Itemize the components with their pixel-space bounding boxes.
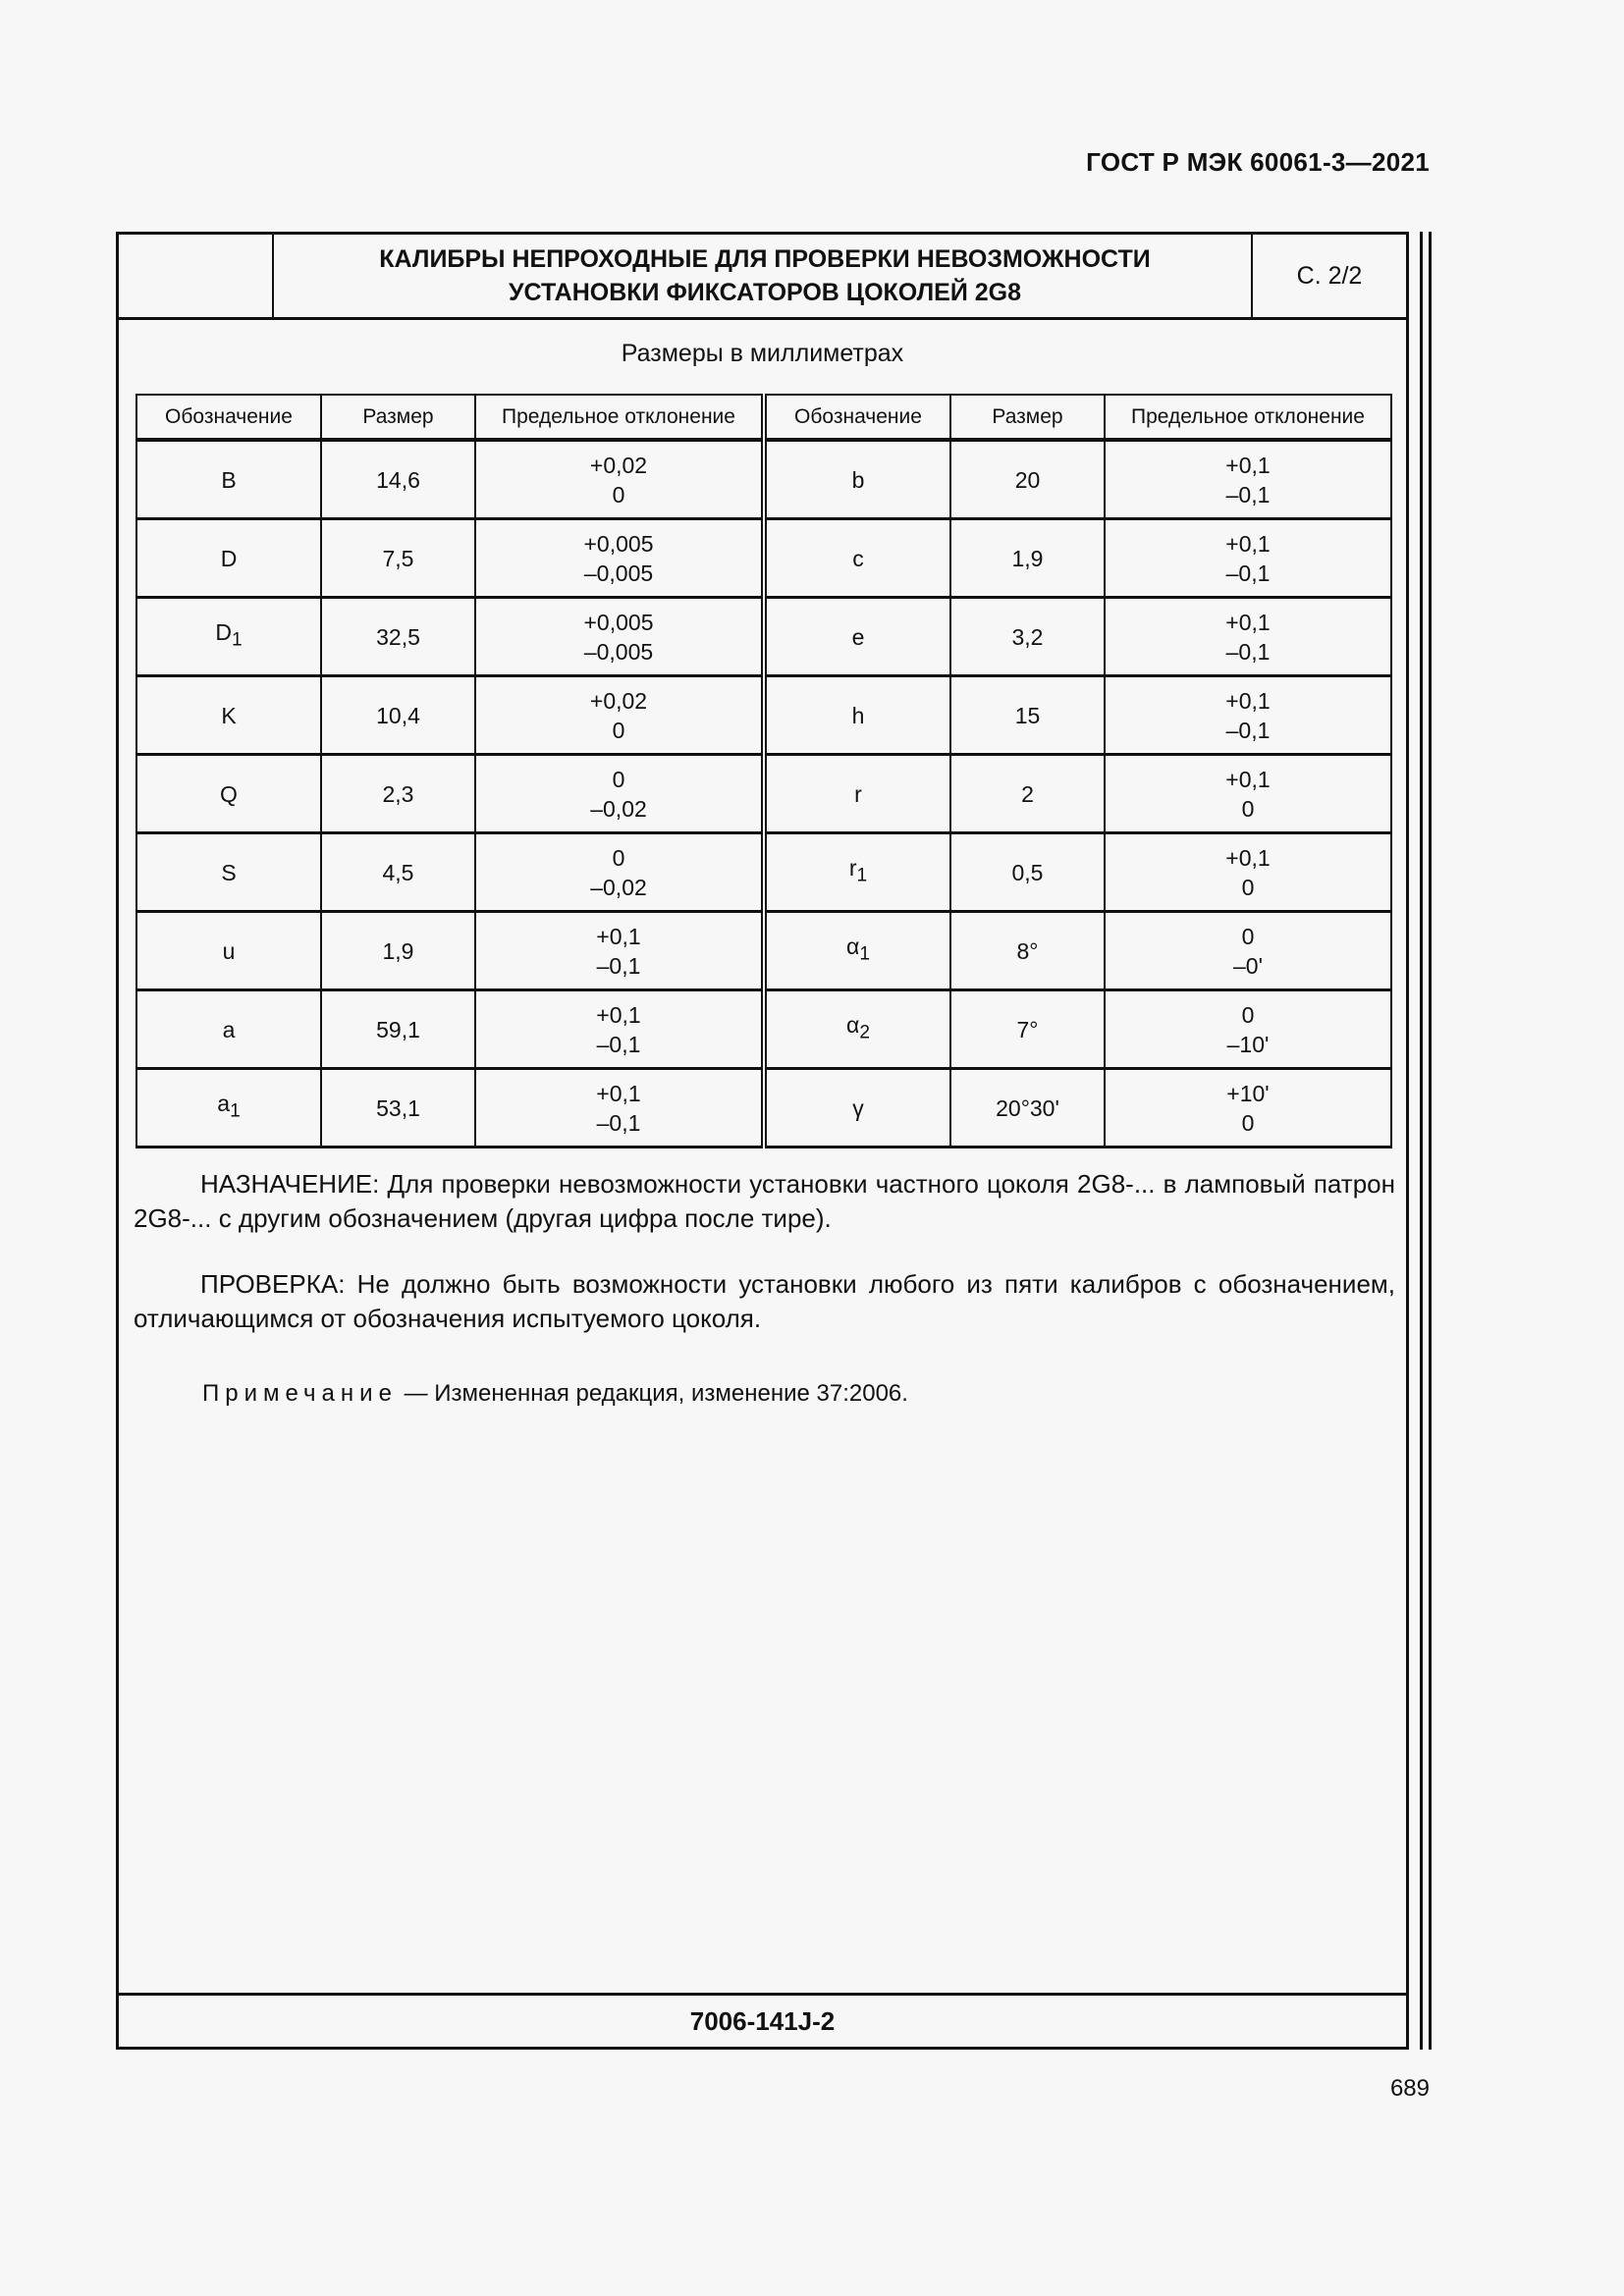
designation-subscript: 2 xyxy=(859,1022,870,1043)
size-cell: 20 xyxy=(950,440,1105,519)
designation-symbol: e xyxy=(851,623,865,650)
header-size: Размер xyxy=(950,395,1105,440)
designation-symbol: K xyxy=(221,702,237,728)
tolerance-lower: –0,1 xyxy=(596,952,641,979)
designation-cell xyxy=(764,990,950,1069)
designation-symbol: Q xyxy=(220,780,238,807)
purpose-paragraph: НАЗНАЧЕНИЕ: Для проверки невозможности установки частного цоколя 2G8-... в ламповый патрон 2G8-... с другим обозначением (другая цифра после тире). xyxy=(134,1169,1395,1233)
designation-cell xyxy=(764,755,950,833)
header-blank-cell xyxy=(119,235,274,317)
tolerance-cell xyxy=(475,755,764,833)
tolerance-upper: +0,005 xyxy=(583,609,654,635)
size-cell: 10,4 xyxy=(321,676,475,755)
note-text: — Измененная редакция, изменение 37:2006. xyxy=(397,1380,908,1407)
table-row xyxy=(136,519,1391,598)
tolerance-cell xyxy=(1105,1069,1391,1148)
tolerance-cell xyxy=(475,990,764,1069)
table-row xyxy=(136,440,1391,519)
tolerance-lower: 0 xyxy=(612,717,625,743)
tolerance-upper: 0 xyxy=(612,766,625,792)
designation-subscript: 1 xyxy=(231,629,243,651)
size-cell: 32,5 xyxy=(321,598,475,676)
tolerance-lower: –0,1 xyxy=(596,1031,641,1057)
tolerance-lower: 0 xyxy=(612,481,625,507)
size-cell: 7,5 xyxy=(321,519,475,598)
size-cell: 14,6 xyxy=(321,440,475,519)
designation-symbol: D xyxy=(220,545,238,571)
tolerance-upper: +0,1 xyxy=(1225,844,1271,871)
tolerance-cell xyxy=(1105,519,1391,598)
designation-cell xyxy=(764,676,950,755)
designation-symbol: D xyxy=(215,619,232,646)
tolerance-upper: +0,1 xyxy=(1225,609,1271,635)
tolerance-lower: –0,1 xyxy=(1225,638,1271,665)
size-cell: 20°30' xyxy=(950,1069,1105,1148)
standard-code: ГОСТ Р МЭК 60061-3—2021 xyxy=(1086,147,1430,177)
designation-symbol: B xyxy=(221,466,237,493)
tolerance-lower: 0 xyxy=(1241,795,1255,822)
tolerance-cell xyxy=(475,833,764,912)
note-label: Примечание xyxy=(202,1380,398,1407)
size-cell: 4,5 xyxy=(321,833,475,912)
tolerance-cell xyxy=(475,1069,764,1148)
designation-symbol: S xyxy=(221,859,237,885)
tolerance-cell xyxy=(1105,755,1391,833)
header-tolerance: Предельное отклонение xyxy=(475,395,764,440)
tolerance-cell xyxy=(1105,676,1391,755)
designation-cell xyxy=(136,990,321,1069)
size-cell: 15 xyxy=(950,676,1105,755)
designation-cell xyxy=(136,676,321,755)
tolerance-upper: 0 xyxy=(612,844,625,871)
size-cell: 59,1 xyxy=(321,990,475,1069)
tolerance-lower: –0' xyxy=(1233,952,1263,979)
designation-symbol: b xyxy=(851,466,865,493)
tolerance-upper: +0,1 xyxy=(596,1080,641,1106)
designation-cell xyxy=(764,1069,950,1148)
designation-cell xyxy=(764,440,950,519)
tolerance-upper: +10' xyxy=(1226,1080,1270,1106)
size-cell: 53,1 xyxy=(321,1069,475,1148)
designation-symbol: γ xyxy=(852,1095,864,1121)
table-header-row xyxy=(136,395,1391,440)
table-row xyxy=(136,833,1391,912)
tolerance-cell xyxy=(1105,598,1391,676)
tolerance-cell xyxy=(475,598,764,676)
margin-line xyxy=(1420,232,1423,2050)
tolerance-cell xyxy=(1105,990,1391,1069)
tolerance-upper: +0,005 xyxy=(583,530,654,557)
tolerance-upper: +0,1 xyxy=(1225,452,1271,478)
tolerance-cell xyxy=(475,440,764,519)
designation-symbol: α xyxy=(846,934,860,960)
dimensions-table xyxy=(135,394,1392,1148)
sheet-frame xyxy=(116,232,1409,2050)
tolerance-upper: +0,1 xyxy=(1225,530,1271,557)
tolerance-cell xyxy=(475,519,764,598)
tolerance-lower: –0,005 xyxy=(583,560,654,586)
designation-subscript: 1 xyxy=(859,943,870,965)
tolerance-upper: 0 xyxy=(1241,1001,1255,1028)
header-tolerance: Предельное отклонение xyxy=(1105,395,1391,440)
sheet-code: 7006-141J-2 xyxy=(119,1993,1406,2047)
tolerance-cell xyxy=(1105,833,1391,912)
tolerance-lower: –0,02 xyxy=(590,795,647,822)
designation-cell xyxy=(136,440,321,519)
tolerance-lower: –10' xyxy=(1226,1031,1270,1057)
tolerance-lower: –0,1 xyxy=(1225,560,1271,586)
designation-cell xyxy=(136,519,321,598)
tolerance-lower: –0,1 xyxy=(1225,481,1271,507)
designation-cell xyxy=(136,598,321,676)
page-number: 689 xyxy=(1389,2075,1430,2102)
table-row xyxy=(136,755,1391,833)
sheet-title: КАЛИБРЫ НЕПРОХОДНЫЕ ДЛЯ ПРОВЕРКИ НЕВОЗМОЖНОСТИ УСТАНОВКИ ФИКСАТОРОВ ЦОКОЛЕЙ 2G8 xyxy=(379,245,1151,306)
designation-cell xyxy=(136,1069,321,1148)
size-cell: 8° xyxy=(950,912,1105,990)
units-caption: Размеры в миллиметрах xyxy=(621,340,904,367)
margin-line xyxy=(1429,232,1432,2050)
table-row xyxy=(136,990,1391,1069)
tolerance-upper: +0,1 xyxy=(1225,687,1271,714)
designation-cell xyxy=(136,833,321,912)
sheet-header xyxy=(119,235,1406,320)
designation-symbol: a xyxy=(222,1016,236,1042)
note xyxy=(202,1380,908,1408)
designation-cell xyxy=(764,519,950,598)
size-cell: 2,3 xyxy=(321,755,475,833)
size-cell: 0,5 xyxy=(950,833,1105,912)
tolerance-cell xyxy=(475,676,764,755)
tolerance-cell xyxy=(1105,440,1391,519)
sheet-number: С. 2/2 xyxy=(1251,235,1406,317)
table-row xyxy=(136,598,1391,676)
check-paragraph: ПРОВЕРКА: Не должно быть возможности установки любого из пяти калибров с обозначением, отличающимся от обозначения испытуемого цоколя. xyxy=(134,1269,1395,1333)
designation-symbol: r xyxy=(848,855,857,881)
table-row xyxy=(136,1069,1391,1148)
tolerance-lower: 0 xyxy=(1241,874,1255,900)
size-cell: 1,9 xyxy=(950,519,1105,598)
designation-symbol: r xyxy=(854,780,862,807)
size-cell: 7° xyxy=(950,990,1105,1069)
header-designation: Обозначение xyxy=(136,395,321,440)
size-cell: 1,9 xyxy=(321,912,475,990)
designation-subscript: 1 xyxy=(230,1100,241,1122)
table-row xyxy=(136,912,1391,990)
size-cell: 3,2 xyxy=(950,598,1105,676)
designation-cell xyxy=(136,912,321,990)
tolerance-lower: –0,1 xyxy=(596,1109,641,1136)
designation-symbol: α xyxy=(846,1012,860,1039)
tolerance-lower: –0,02 xyxy=(590,874,647,900)
size-cell: 2 xyxy=(950,755,1105,833)
header-designation: Обозначение xyxy=(764,395,950,440)
tolerance-lower: 0 xyxy=(1241,1109,1255,1136)
tolerance-cell xyxy=(1105,912,1391,990)
tolerance-lower: –0,005 xyxy=(583,638,654,665)
designation-cell xyxy=(764,833,950,912)
tolerance-upper: +0,1 xyxy=(1225,766,1271,792)
designation-symbol: u xyxy=(222,937,236,964)
tolerance-upper: +0,1 xyxy=(596,1001,641,1028)
designation-symbol: c xyxy=(852,545,864,571)
designation-symbol: a xyxy=(217,1091,231,1117)
designation-cell xyxy=(136,755,321,833)
tolerance-upper: +0,02 xyxy=(589,452,648,478)
tolerance-upper: 0 xyxy=(1241,923,1255,949)
table-row xyxy=(136,676,1391,755)
tolerance-upper: +0,1 xyxy=(596,923,641,949)
designation-symbol: h xyxy=(851,702,865,728)
designation-cell xyxy=(764,598,950,676)
designation-subscript: 1 xyxy=(856,865,868,886)
tolerance-cell xyxy=(475,912,764,990)
header-size: Размер xyxy=(321,395,475,440)
designation-cell xyxy=(764,912,950,990)
tolerance-upper: +0,02 xyxy=(589,687,648,714)
tolerance-lower: –0,1 xyxy=(1225,717,1271,743)
